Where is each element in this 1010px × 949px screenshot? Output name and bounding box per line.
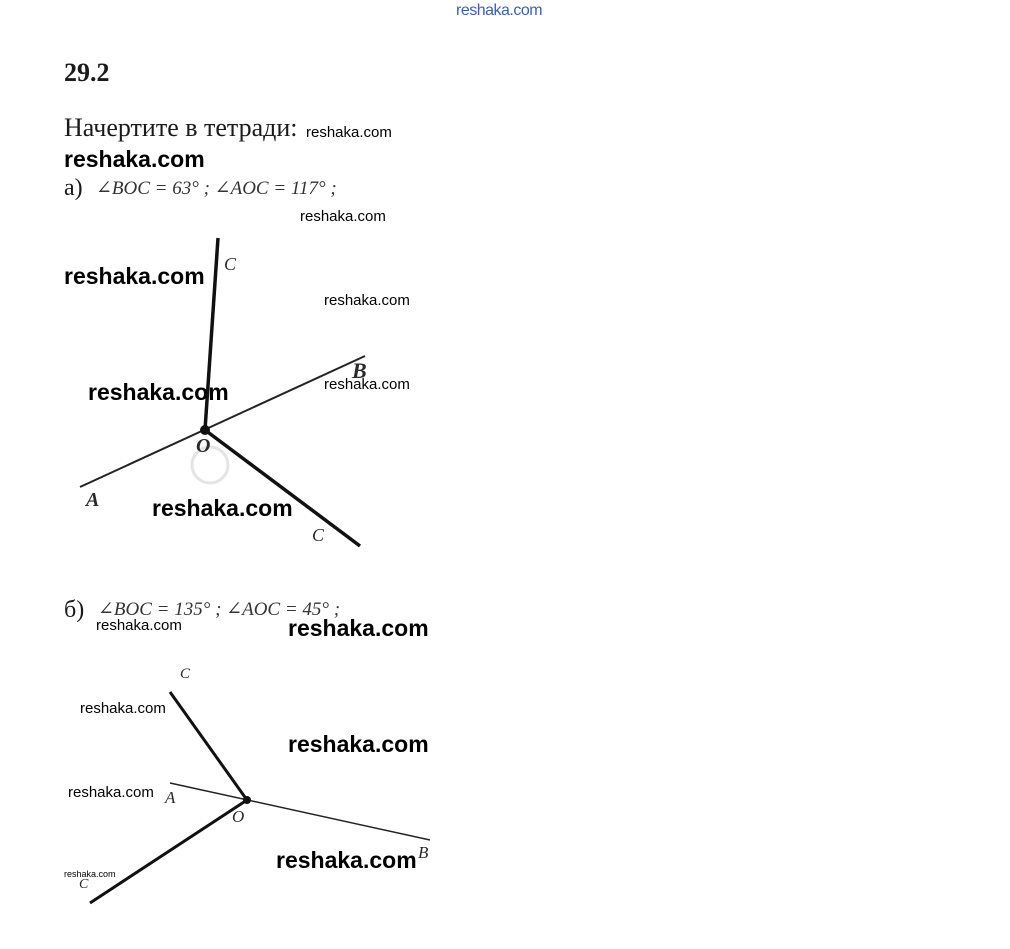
label-b: B bbox=[418, 843, 429, 862]
label-a: A bbox=[165, 788, 176, 807]
watermark: reshaka.com bbox=[306, 124, 392, 141]
ray-line-ab bbox=[170, 783, 430, 840]
watermark: reshaka.com bbox=[288, 731, 429, 757]
watermark: reshaka.com bbox=[324, 376, 410, 393]
watermark: reshaka.com bbox=[64, 869, 116, 879]
part-a-label: а) bbox=[64, 175, 83, 201]
point-o bbox=[200, 425, 210, 435]
site-header-link[interactable]: reshaka.com bbox=[456, 2, 543, 19]
watermark: reshaka.com bbox=[152, 495, 293, 521]
ray-oc-up bbox=[170, 692, 247, 800]
watermark: reshaka.com bbox=[64, 263, 205, 289]
task-number: 29.2 bbox=[64, 58, 110, 87]
ray-oc-down bbox=[205, 430, 360, 546]
watermark: reshaka.com bbox=[324, 292, 410, 309]
label-o: O bbox=[196, 435, 211, 457]
task-instruction: Начертите в тетради: bbox=[64, 113, 298, 142]
label-c-top: C bbox=[180, 666, 191, 682]
watermark: reshaka.com bbox=[68, 784, 154, 801]
watermark: reshaka.com bbox=[80, 700, 166, 717]
watermark: reshaka.com bbox=[276, 847, 417, 873]
label-a: A bbox=[86, 489, 100, 511]
part-a-formula: ∠BOC = 63° ; ∠AOC = 117° ; bbox=[96, 178, 337, 199]
part-b-label: б) bbox=[64, 597, 85, 623]
watermark: reshaka.com bbox=[288, 615, 429, 641]
label-c-top: C bbox=[224, 254, 237, 274]
ray-oc-down bbox=[90, 800, 247, 903]
watermark: reshaka.com bbox=[64, 146, 205, 172]
watermark: reshaka.com bbox=[96, 617, 182, 634]
point-o bbox=[243, 796, 251, 804]
watermark: reshaka.com bbox=[300, 208, 386, 225]
label-c-bottom: C bbox=[79, 877, 89, 892]
label-o: O bbox=[232, 807, 245, 826]
label-b: B bbox=[352, 358, 367, 383]
watermark: reshaka.com bbox=[88, 379, 229, 405]
part-b-formula: ∠BOC = 135° ; ∠AOC = 45° ; bbox=[98, 599, 341, 620]
ray-line-ab bbox=[80, 356, 365, 487]
label-c-bottom: C bbox=[312, 525, 325, 545]
